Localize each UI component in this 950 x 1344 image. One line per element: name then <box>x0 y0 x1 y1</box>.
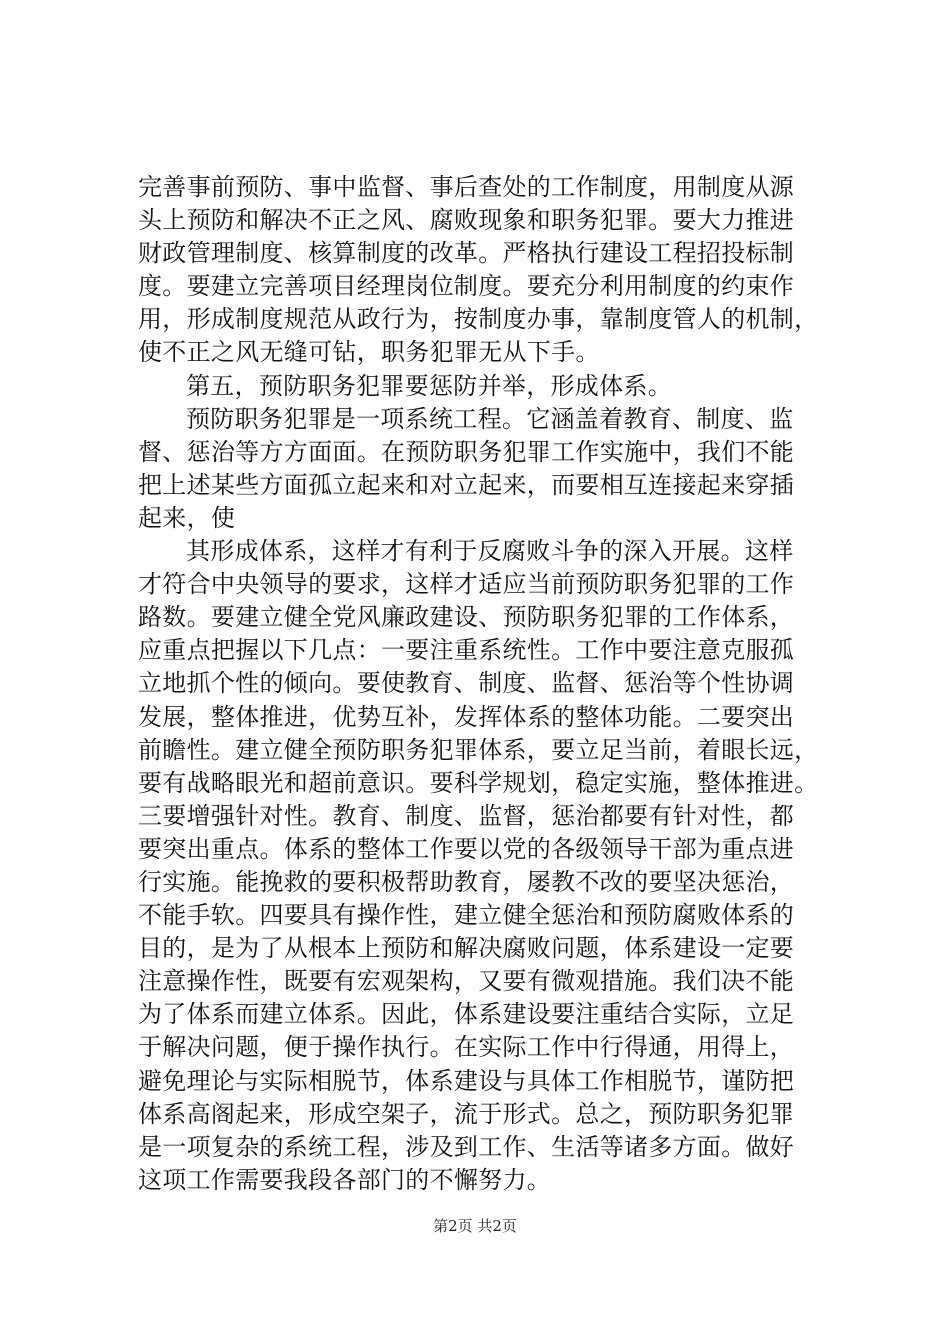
paragraph-system-engineering: 预防职务犯罪是一项系统工程。它涵盖着教育、制度、监 督、惩治等方方面面。在预防职务犯罪工作实施中，我们不能 把上述某些方面孤立起来和对立起来，而要相互连接起来穿插 起来，使 <box>138 404 795 532</box>
document-body <box>138 171 828 1197</box>
section-heading-fifth: 第五，预防职务犯罪要惩防并举，形成体系。 <box>186 371 672 400</box>
paragraph-system-formation: 其形成体系，这样才有利于反腐败斗争的深入开展。这样 才符合中央领导的要求，这样才适应当前预防职务犯罪的工作 路数。要建立健全党风廉政建设、预防职务犯罪的工作体系， 应重点把握以下几点：一要注重系统性。工作中要注意克服孤 立地抓个性的倾向。要使教育、制度、监督、惩治等个性协调 发展，整体推进，优势互补，发挥体系的整体功能。二要突出 前瞻性。建立健全预防职务犯罪体系，要立足当前，着眼长远， 要有战略眼光和超前意识。要科学规划，稳定实施，整体推进。 三要增强针对性。教育、制度、监督，惩治都要有针对性，都 要突出重点。体系的整体工作要以党的各级领导干部为重点进 行实施。能挽救的要积极帮助教育，屡教不改的要坚决惩治， 不能手软。四要具有操作性，建立健全惩治和预防腐败体系的 目的，是为了从根本上预防和解决腐败问题，体系建设一定要 注意操作性，既要有宏观架构，又要有微观措施。我们决不能 为了体系而建立体系。因此，体系建设要注重结合实际，立足 于解决问题，便于操作执行。在实际工作中行得通，用得上， 避免理论与实际相脱节，体系建设与具体工作相脱节，谨防把 体系高阁起来，形成空架子，流于形式。总之，预防职务犯罪 是一项复杂的系统工程，涉及到工作、生活等诸多方面。做好 这项工作需要我段各部门的不懈努力。 <box>138 537 819 1194</box>
page-footer <box>0 1216 950 1236</box>
paragraph-institution-building: 完善事前预防、事中监督、事后查处的工作制度，用制度从源 头上预防和解决不正之风、腐败现象和职务犯罪。要大力推进 财政管理制度、核算制度的改革。严格执行建设工程招投标制 度。要建立完善项目经理岗位制度。要充分利用制度的约束作 用，形成制度规范从政行为，按制度办事，靠制度管人的机制， 使不正之风无缝可钻，职务犯罪无从下手。 <box>138 173 819 367</box>
page-number-label: 第2页 共2页 <box>433 1217 517 1235</box>
